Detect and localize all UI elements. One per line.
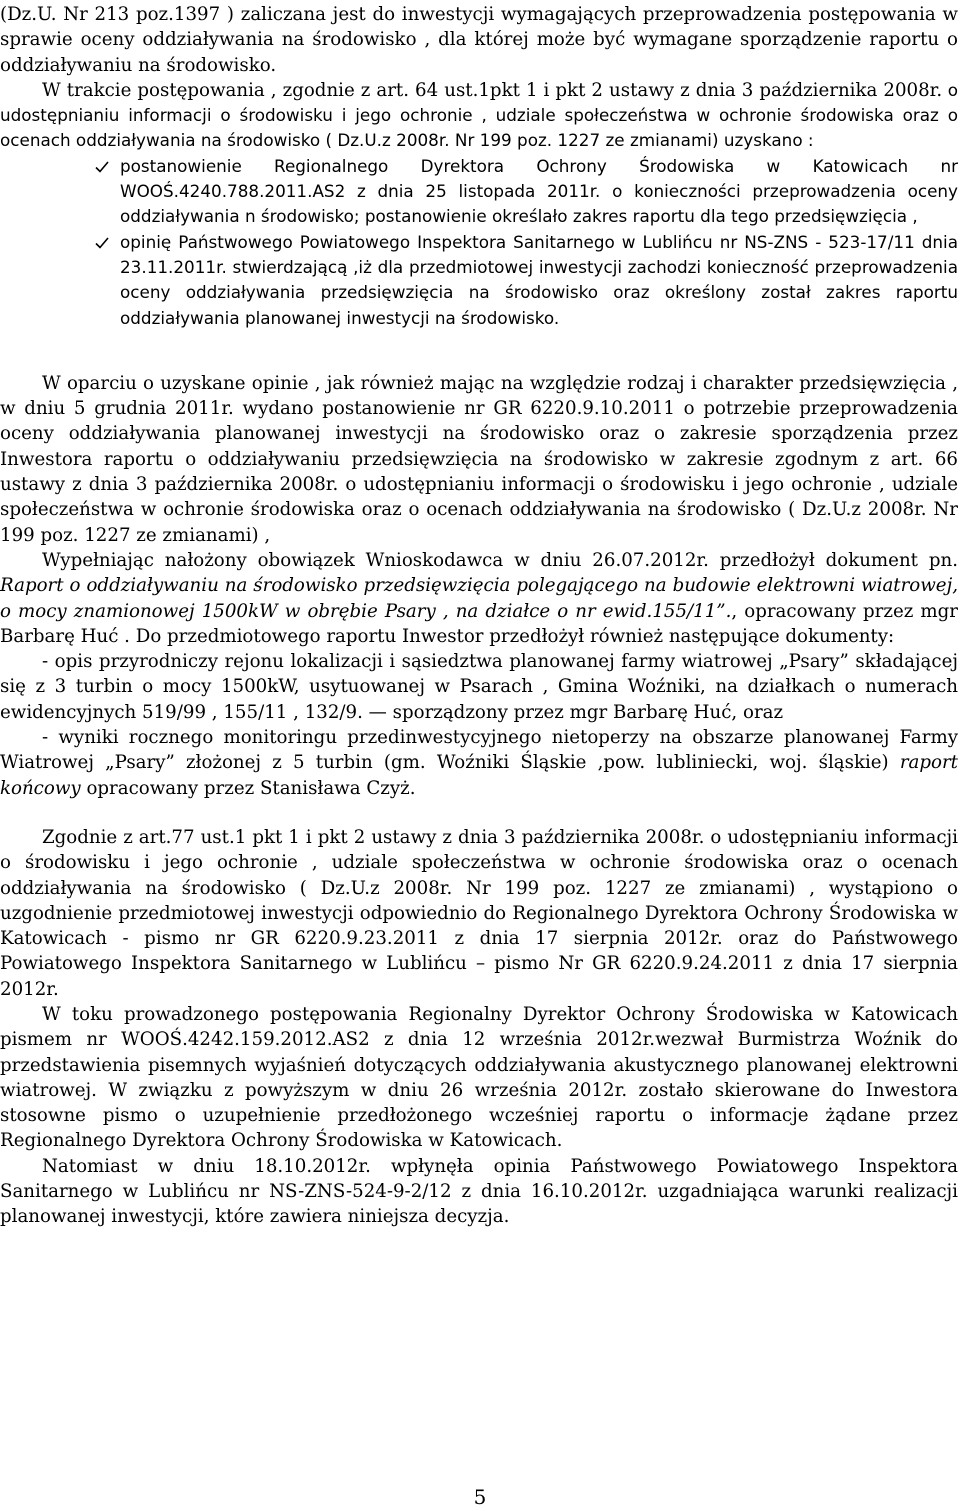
intro-paragraph <box>0 2 958 78</box>
document-page <box>0 2 958 1230</box>
check-mark-icon <box>92 154 112 182</box>
dash-item-text: - wyniki rocznego monitoringu przedinwestycyjnego nietoperzy na obszarze planowanej Farmy Wiatrowej „Psary” złożonej z 5 turbin (gm. Woźniki Śląskie ,pow. lubliniecki, woj. śląskie) <box>0 727 958 774</box>
opinions-text: W oparciu o uzyskane opinie , jak również mając na względzie rodzaj i charakter przedsięwzięcia , w dniu 5 grudnia 2011r. wydano postanowienie nr GR 6220.9.10.2011 o potrzebie przeprowadzenia oceny oddziaływania planowanej inwestycji na środowisko oraz o zakresie sporządzenia przez Inwestora raportu o oddziaływaniu przedsięwzięcia na środowisko w zakresie zgodnym z art. 66 ustawy z dnia 3 października 2008r. o udostępnianiu informacji o środowisku i jego ochronie , udziale społeczeństwa w ochronie środowiska oraz o ocenach oddziaływania na środowisko ( Dz.U.z 2008r. Nr 199 poz. 1227 ze zmianami) , <box>0 372 958 546</box>
page-number: 5 <box>473 1485 487 1509</box>
list-item <box>120 154 958 230</box>
sanepid-text: Natomiast w dniu 18.10.2012r. wpłynęła opinia Państwowego Powiatowego Inspektora Sanitarnego w Lublińcu nr NS-ZNS-524-9-2/12 z dnia 16.10.2012r. uzgadniająca warunki realizacji planowanej inwestycji, które zawiera niniejsza decyzja. <box>0 1155 958 1228</box>
procedure-paragraph <box>0 78 958 154</box>
art77-paragraph <box>0 825 958 1002</box>
list-item <box>120 230 958 331</box>
procedure-text-sans: o udostępnianiu informacji o środowisku i jego ochronie , udziale społeczeństwa w ochronie środowiska oraz o ocenach oddziaływania na środowisko ( Dz.U.z 2008r. Nr 199 poz. 1227 ze zmianami) uzyskano : <box>0 79 958 151</box>
dash-item-monitoring <box>0 725 958 801</box>
dash-item-after: opracowany przez Stanisława Czyż. <box>80 777 416 799</box>
report-title: Raport o oddziaływaniu na środowisko przedsięwzięcia polegającego na budowie elektrowni wiatrowej, o mocy znamionowej 1500kW w obrębie Psary , na działce o nr ewid.155/11”. <box>0 575 958 622</box>
dash-item-italic: raport końcowy <box>0 752 958 799</box>
intro-text: (Dz.U. Nr 213 poz.1397 ) zaliczana jest do inwestycji wymagających przeprowadzenia postępowania w sprawie oceny oddziaływania na środowisko , dla której może być wymagane sporządzenie raportu o oddziaływaniu na środowisko. <box>0 4 958 76</box>
report-paragraph <box>0 548 958 649</box>
check-mark-icon <box>92 230 112 258</box>
report-text-after: , opracowany przez mgr Barbarę Huć . Do przedmiotowego raportu Inwestor przedłożył również następujące dokumenty: <box>0 600 958 647</box>
opinions-paragraph <box>0 371 958 548</box>
procedure-text-serif: W trakcie postępowania , zgodnie z art. 64 ust.1pkt 1 i pkt 2 ustawy z dnia 3 października 2008r. <box>42 79 943 101</box>
list-item-text: postanowienie Regionalnego Dyrektora Ochrony Środowiska w Katowicach nr WOOŚ.4240.788.2011.AS2 z dnia 25 listopada 2011r. o konieczności przeprowadzenia oceny oddziaływania n środowisko; postanowienie określało zakres raportu dla tego przedsięwzięcia , <box>120 155 958 227</box>
list-item-text: opinię Państwowego Powiatowego Inspektora Sanitarnego w Lublińcu nr NS-ZNS - 523-17/11 dnia 23.11.2011r. stwierdzającą ,iż dla przedmiotowej inwestycji zachodzi konieczność przeprowadzenia oceny oddziaływania przedsięwzięcia na środowisko oraz określony został zakres raportu oddziaływania planowanej inwestycji na środowisko. <box>120 231 958 328</box>
report-text-before: Wypełniając nałożony obowiązek Wnioskodawca w dniu 26.07.2012r. przedłożył dokument pn. <box>42 549 958 571</box>
rdos-text: W toku prowadzonego postępowania Regionalny Dyrektor Ochrony Środowiska w Katowicach pismem nr WOOŚ.4242.159.2012.AS2 z dnia 12 września 2012r.wezwał Burmistrza Woźnik do przedstawienia pisemnych wyjaśnień dotyczących oddziaływania akustycznego planowanej elektrowni wiatrowej. W związku z powyższym w dniu 26 września 2012r. zostało skierowane do Inwestora stosowne pismo o uzupełnienie przedłożonego wcześniej raportu o informacje żądane przez Regionalnego Dyrektora Ochrony Środowiska w Katowicach. <box>0 1003 958 1152</box>
rdos-paragraph <box>0 1002 958 1154</box>
dash-item-description <box>0 649 958 725</box>
spacer <box>0 331 958 371</box>
dash-item-text: - opis przyrodniczy rejonu lokalizacji i sąsiedztwa planowanej farmy wiatrowej „Psary” składającej się z 3 turbin o mocy 1500kW, usytuowanej w Psarach , Gmina Woźniki, na działkach o numerach ewidencyjnych 519/99 , 155/11 , 132/9. — sporządzony przez mgr Barbarę Huć, oraz <box>0 651 958 723</box>
art77-text: Zgodnie z art.77 ust.1 pkt 1 i pkt 2 ustawy z dnia 3 października 2008r. o udostępnianiu informacji o środowisku i jego ochronie , udziale społeczeństwa w ochronie środowiska oraz o ocenach oddziaływania na środowisko ( Dz.U.z 2008r. Nr 199 poz. 1227 ze zmianami) , wystąpiono o uzgodnienie przedmiotowej inwestycji odpowiednio do Regionalnego Dyrektora Ochrony Środowiska w Katowicach - pismo nr GR 6220.9.23.2011 z dnia 17 sierpnia 2012r. oraz do Państwowego Powiatowego Inspektora Sanitarnego w Lublińcu – pismo Nr GR 6220.9.24.2011 z dnia 17 sierpnia 2012r. <box>0 826 958 1000</box>
spacer <box>0 801 958 825</box>
obtained-documents-list <box>0 154 958 331</box>
sanepid-paragraph <box>0 1154 958 1230</box>
